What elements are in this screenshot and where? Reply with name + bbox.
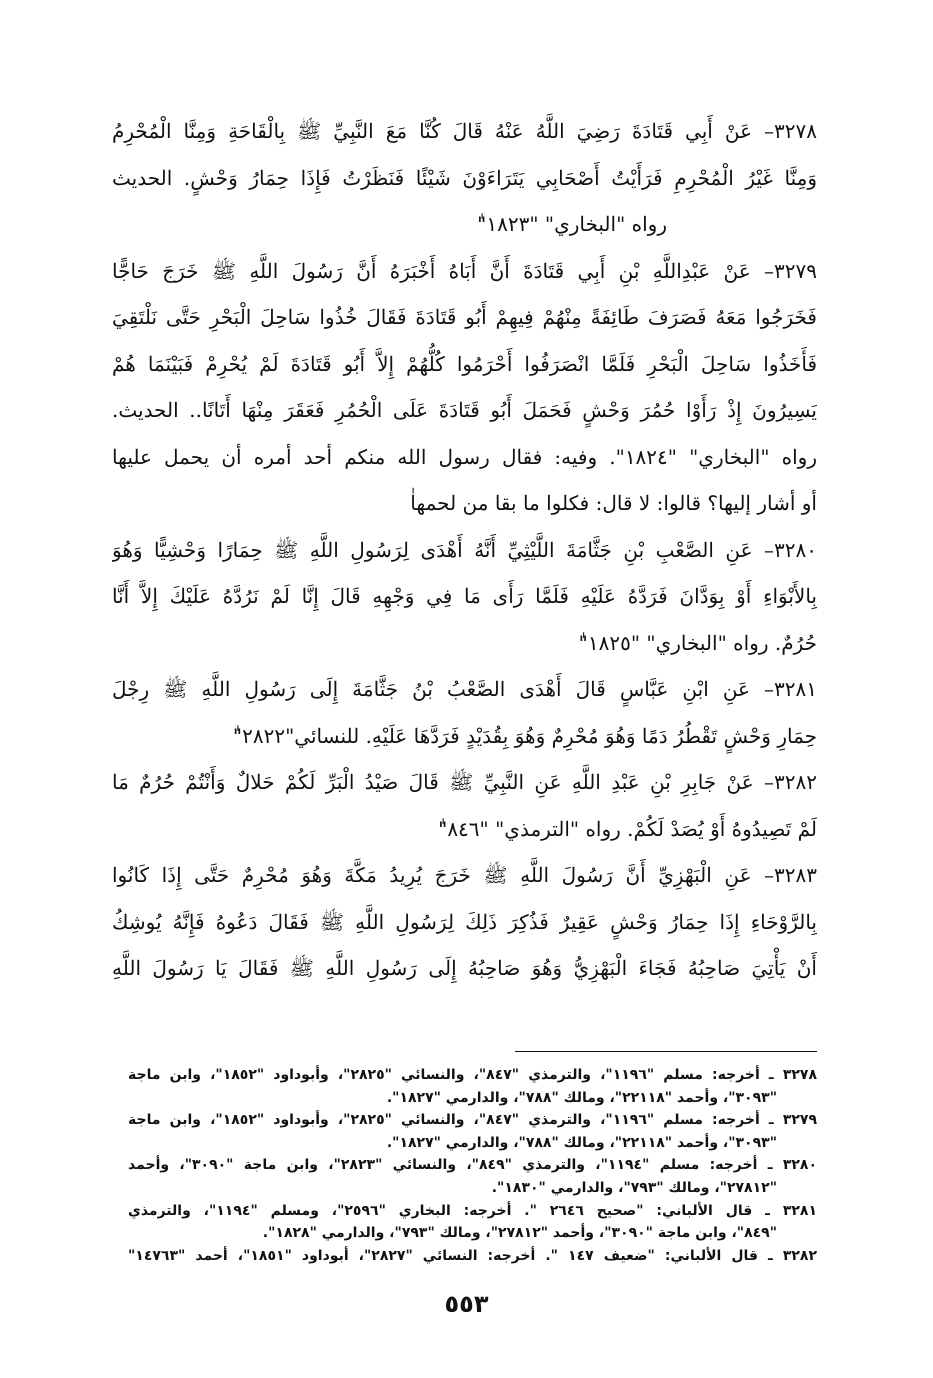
text-line: حِمَارِ وَحْشٍ تَقْطُرُ دَمًا وَهُوَ مُحْرِمٌ وَهُوَ بِقُدَيْدٍ فَرَدَّهَا عَلَيْهِ. للنسائي"٢٨٢٢"ٰ <box>232 723 817 748</box>
footnote-separator <box>515 1051 817 1052</box>
footnote-line: ٣٢٧٨ ـ أخرجه: مسلم "١١٩٦"، والترمذي "٨٤٧"، والنسائي "٢٨٢٥"، وأبوداود "١٨٥٢"، وابن ماجة <box>128 1067 817 1083</box>
text-line: فَخَرَجُوا مَعَهُ فَصَرَفَ طَائِفَةً مِنْهُمْ فِيهِمْ أَبُو قَتَادَةَ فَقَالَ خُذُوا سَاحِلَ الْبَحْرِ حَتَّى نَلْتَقِيَ <box>112 305 817 329</box>
text-line: ٣٢٨٠– عَنِ الصَّعْبِ بْنِ جَثَّامَةَ اللَّيْثِيِّ أَنَّهُ أَهْدَى لِرَسُولِ اللَّهِ ﷺ حِمَارًا وَحْشِيًّا وَهُوَ <box>112 537 817 562</box>
page-number: ٥٥٣ <box>444 1290 489 1318</box>
footnote-line: "٣٠٩٣"، وأحمد "٢٢١١٨"، ومالك "٧٨٨"، والدارمي "١٨٢٧". <box>386 1134 777 1151</box>
footnote-line: ٣٢٧٩ ـ أخرجه: مسلم "١١٩٦"، والترمذي "٨٤٧"، والنسائي "٢٨٢٥"، وأبوداود "١٨٥٢"، وابن ماجة <box>128 1112 817 1129</box>
text-line: لَمْ تَصِيدُوهُ أَوْ يُصَدْ لَكُمْ. رواه "الترمذي" "٨٤٦"ٰ <box>438 816 817 841</box>
text-line: أَنْ يَأْتِيَ صَاحِبُهُ فَجَاءَ الْبَهْزِيُّ وَهُوَ صَاحِبُهُ إِلَى رَسُولِ اللَّهِ ﷺ فَقَالَ يَا رَسُولَ اللَّهِ <box>112 956 817 980</box>
text-line: ٣٢٨٣– عَنِ الْبَهْزِيِّ أَنَّ رَسُولَ اللَّهِ ﷺ خَرَجَ يُرِيدُ مَكَّةَ وَهُوَ مُحْرِمٌ حَتَّى إِذَا كَانُوا <box>112 863 817 887</box>
text-line: رواه "البخاري" "١٨٢٤". وفيه: فقال رسول الله منكم أحد أمره أن يحمل عليها <box>112 444 817 469</box>
hadith-body <box>112 108 817 992</box>
text-line: ٣٢٧٩– عَنْ عَبْدِاللَّهِ بْنِ أَبِي قَتَادَةَ أَنَّ أَبَاهُ أَخْبَرَهُ أَنَّ رَسُولَ اللَّهِ ﷺ خَرَجَ حَاجًّا <box>112 258 817 283</box>
text-line: يَسِيرُونَ إِذْ رَأَوْا حُمُرَ وَحْشٍ فَحَمَلَ أَبُو قَتَادَةَ عَلَى الْحُمُرِ فَعَقَرَ مِنْهَا أَتَانًا.. الحديث. <box>112 398 817 422</box>
text-line: فَأَخَذُوا سَاحِلَ الْبَحْرِ فَلَمَّا انْصَرَفُوا أَحْرَمُوا كُلُّهُمْ إِلاَّ أَبُو قَتَادَةَ لَمْ يُحْرِمْ فَبَيْنَمَا هُمْ <box>112 351 817 376</box>
text-line: ٣٢٨١– عَنِ ابْنِ عَبَّاسٍ قَالَ أَهْدَى الصَّعْبُ بْنُ جَثَّامَةَ إِلَى رَسُولِ اللَّهِ ﷺ رِجْلَ <box>112 677 817 701</box>
text-line: ٣٢٧٨– عَنْ أَبِي قَتَادَةَ رَضِيَ اللَّهُ عَنْهُ قَالَ كُنَّا مَعَ النَّبِيِّ ﷺ بِالْقَاحَةِ وَمِنَّا الْمُحْرِمُ <box>112 119 817 143</box>
text-line: أو أشار إليها؟ قالوا: لا قال: فكلوا ما بقا من لحمهاٰ <box>410 491 817 515</box>
footnote-line: "٨٤٩"، وابن ماجة "٣٠٩٠"، وأحمد "٢٧٨١٢"، ومالك "٧٩٣"، والدارمي "١٨٢٨". <box>262 1225 777 1242</box>
text-line: بِالرَّوْحَاءِ إِذَا حِمَارُ وَحْشٍ عَقِيرٌ فَذُكِرَ ذَلِكَ لِرَسُولِ اللَّهِ ﷺ فَقَالَ دَعُوهُ فَإِنَّهُ يُوشِكُ <box>112 909 817 934</box>
text-line: رواه "البخاري" "١٨٢٣"ٰ <box>477 212 667 236</box>
text-line: ٣٢٨٢– عَنْ جَابِرِ بْنِ عَبْدِ اللَّهِ عَنِ النَّبِيِّ ﷺ قَالَ صَيْدُ الْبَرِّ لَكُمْ حَلالٌ وَأَنْتُمْ حُرُمٌ مَا <box>112 770 817 794</box>
footnote-line: ٣٢٨٢ ـ قال الألباني: "ضعيف ١٤٧ ". أخرجه: النسائي "٢٨٢٧"، أبوداود "١٨٥١"، أحمد "١٤٧٦٣" <box>128 1247 817 1264</box>
footnote-line: ٣٢٨٠ ـ أخرجه: مسلم "١١٩٤"، والترمذي "٨٤٩"، والنسائي "٢٨٢٣"، وابن ماجة "٣٠٩٠"، وأحمد <box>128 1157 817 1174</box>
footnotes <box>128 1064 817 1267</box>
text-line: بِالأَبْوَاءِ أَوْ بِوَدَّانَ فَرَدَّهُ عَلَيْهِ فَلَمَّا رَأَى مَا فِي وَجْهِهِ قَالَ إِنَّا لَمْ نَرُدَّهُ عَلَيْكَ إِلاَّ أَنَّا <box>112 584 817 608</box>
footnote-line: "٢٧٨١٢"، ومالك "٧٩٣"، والدارمي "١٨٣٠". <box>491 1179 777 1196</box>
footnote-line: "٣٠٩٣"، وأحمد "٢٢١١٨"، ومالك "٧٨٨"، والدارمي "١٨٢٧". <box>386 1089 777 1106</box>
text-line: وَمِنَّا غَيْرُ الْمُحْرِمِ فَرَأَيْتُ أَصْحَابِي يَتَرَاءَوْنَ شَيْئًا فَنَظَرْتُ فَإِذَا حِمَارُ وَحْشٍ. الحديث <box>112 165 817 190</box>
footnote-line: ٣٢٨١ ـ قال الألباني: "صحيح ٢٦٤٦ ". أخرجه: البخاري "٢٥٩٦"، ومسلم "١١٩٤"، والترمذي <box>128 1202 817 1219</box>
text-line: حُرُمٌ. رواه "البخاري" "١٨٢٥"ٰ <box>578 630 817 655</box>
